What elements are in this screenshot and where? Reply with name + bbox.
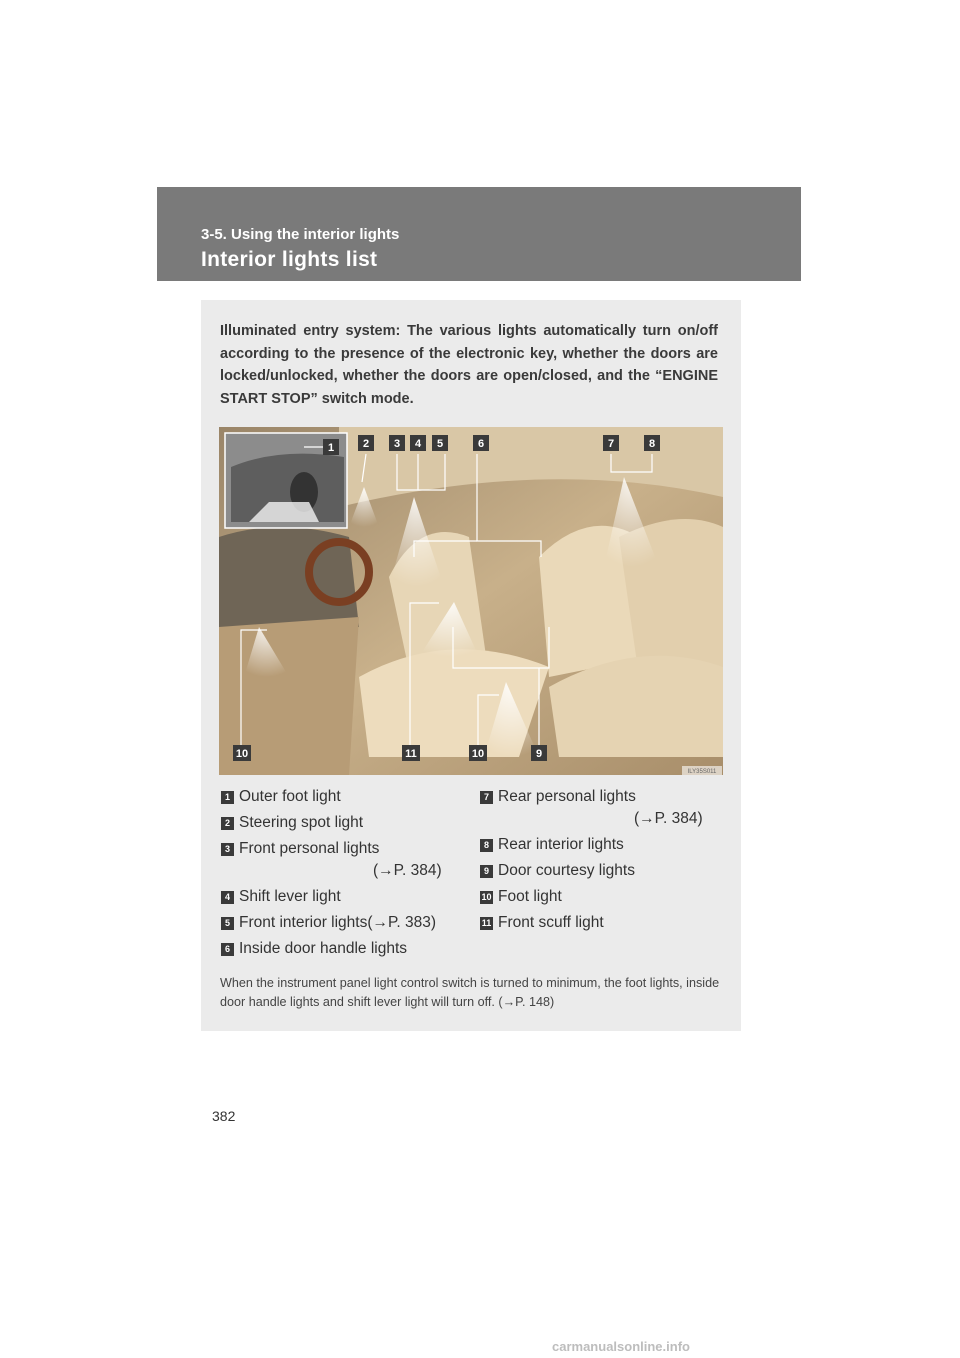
- callout-9: 9: [535, 748, 543, 760]
- callout-3: 3: [393, 438, 401, 450]
- legend-number: 2: [221, 817, 234, 830]
- footer-watermark[interactable]: carmanualsonline.info: [552, 1339, 690, 1354]
- legend-number: 11: [481, 918, 492, 928]
- legend-number: 3: [221, 843, 234, 856]
- legend-label: Rear interior lights: [498, 836, 624, 853]
- section-heading: 3-5. Using the interior lights: [201, 226, 400, 243]
- legend-label: Front scuff light: [498, 914, 604, 931]
- callout-10b: 10: [471, 748, 485, 760]
- figure-code: ILY35S011: [687, 769, 717, 775]
- legend-label: Inside door handle lights: [239, 940, 408, 957]
- chapter-header: [157, 187, 801, 281]
- page-number: 382: [212, 1108, 236, 1124]
- legend-label: Front personal lights: [239, 840, 380, 857]
- legend-label[interactable]: Front interior lights(→P. 383): [239, 914, 436, 931]
- legend-ref-3[interactable]: (→P. 384): [373, 862, 442, 879]
- car-interior-figure: [219, 427, 723, 775]
- page-title: Interior lights list: [201, 248, 378, 271]
- callout-10a: 10: [235, 748, 249, 760]
- legend-number: 9: [480, 865, 493, 878]
- callout-6: 6: [477, 438, 485, 450]
- legend-ref-7[interactable]: (→P. 384): [634, 810, 703, 827]
- callout-7: 7: [607, 438, 615, 450]
- callout-2: 2: [362, 438, 370, 450]
- legend-label: Door courtesy lights: [498, 862, 635, 879]
- callout-8: 8: [648, 438, 656, 450]
- content-panel: [201, 300, 741, 1031]
- legend-label: Steering spot light: [239, 814, 364, 831]
- legend-number: 5: [221, 917, 234, 930]
- legend-number: 4: [221, 891, 234, 904]
- legend-number: 7: [480, 791, 493, 804]
- callout-1: 1: [327, 442, 335, 454]
- legend-number: 1: [221, 791, 234, 804]
- legend-number: 8: [480, 839, 493, 852]
- callout-5: 5: [436, 438, 444, 450]
- legend-number: 10: [481, 892, 492, 902]
- legend-label: Rear personal lights: [498, 788, 636, 805]
- footnote: When the instrument panel light control switch is turned to minimum, the foot lights, inside door handle lights and shift lever light will turn off. (→P. 148): [220, 976, 720, 1009]
- callout-11: 11: [405, 748, 417, 760]
- legend-label: Shift lever light: [239, 888, 341, 905]
- callout-4: 4: [414, 438, 422, 450]
- legend-label: Foot light: [498, 888, 562, 905]
- intro-paragraph: Illuminated entry system: The various lights automatically turn on/off according to the presence of the electronic key, whether the doors are locked/unlocked, whether the doors are open/closed, and the “ENGINE START STOP” switch mode.: [220, 323, 718, 407]
- legend-number: 6: [221, 943, 234, 956]
- legend-label: Outer foot light: [239, 788, 341, 805]
- interior-illustration: [219, 427, 723, 775]
